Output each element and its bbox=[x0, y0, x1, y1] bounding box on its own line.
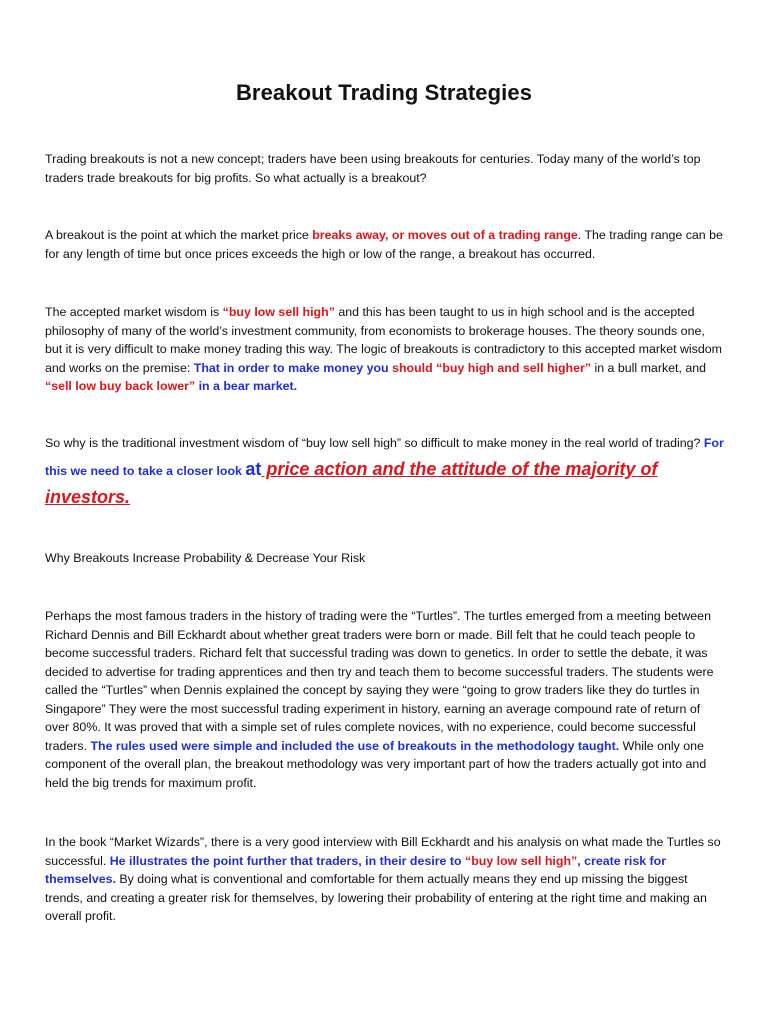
traditional-closer-look: For this we need to take a closer look bbox=[45, 436, 724, 478]
turtles-rules-highlight: The rules used were simple and included the use of breakouts in the methodology taught. bbox=[90, 738, 620, 753]
wisdom-text-3: in a bull market, and bbox=[591, 360, 707, 375]
intro-text: Trading breakouts is not a new concept; traders have been using breakouts for centuries. Today many of the world’s top traders trade breakouts for big profits. So what actually is a breakout? bbox=[45, 152, 701, 185]
paragraph-traditional-wisdom bbox=[45, 430, 725, 512]
paragraph-intro bbox=[45, 150, 725, 187]
traditional-price-action: price action and the attitude of the majority of investors. bbox=[45, 459, 658, 507]
wisdom-quote-buy-low: “buy low sell high” bbox=[222, 305, 335, 319]
traditional-text: So why is the traditional investment wisdom of “buy low sell high” so difficult to make money in the real world of trading? bbox=[45, 436, 704, 450]
wizards-text-1: In the book “Market Wizards”, there is a very good interview with Bill Eckhardt and his analysis on what made the Turtles so successful. bbox=[45, 835, 721, 868]
wisdom-premise-red: should “buy high and sell higher” bbox=[388, 360, 592, 375]
paragraph-market-wizards bbox=[45, 833, 725, 926]
paragraph-market-wisdom bbox=[45, 303, 725, 396]
wisdom-premise-blue: That in order to make money you bbox=[193, 360, 389, 375]
paragraph-turtles bbox=[45, 607, 725, 792]
turtles-text-end: While only one component of the overall plan, the breakout methodology was very important part of how the traders actually got into and held the big trends for maximum profit. bbox=[45, 738, 707, 790]
wisdom-quote-sell-low: “sell low buy back lower” bbox=[45, 379, 196, 393]
wizards-quote: “buy low sell high” bbox=[465, 853, 578, 868]
section-subheading: Why Breakouts Increase Probability & Decrease Your Risk bbox=[45, 551, 366, 565]
wizards-highlight-1: He illustrates the point further that traders, in their desire to bbox=[109, 853, 465, 868]
wizards-highlight-2: , create risk for themselves. bbox=[45, 853, 667, 886]
wisdom-text-1: The accepted market wisdom is bbox=[45, 305, 223, 319]
turtles-text: Perhaps the most famous traders in the history of trading were the “Turtles”. The turtles emerged from a meeting between Richard Dennis and Bill Eckhardt about whether great traders were born or made. Bill felt that he could teach people to become successful traders. Richard felt that successful trading was down to genetics. In order to settle the debate, it was decided to advertise for trading apprentices and then try and teach them to become successful traders. The students were called the “Turtles” when Dennis explained the concept by saying they were “going to grow traders like they do turtles in Singapore” They were the most successful trading experiment in history, earning an average compound rate of return of over 80%. It was proved that with a simple set of rules complete novices, with no experience, could become successful traders. bbox=[45, 609, 714, 753]
paragraph-breakout-definition bbox=[45, 226, 725, 263]
wisdom-text-2: and this has been taught to us in high school and is the accepted philosophy of many of the world’s investment community, from economists to brokerage houses. The theory sounds one, but it is very difficult to make money trading this way. The logic of breakouts is contradictory to this accepted market wisdom and works on the premise: bbox=[45, 305, 722, 375]
document-title: Breakout Trading Strategies bbox=[235, 80, 533, 105]
wisdom-text-bear: in a bear market. bbox=[195, 379, 298, 393]
definition-highlight-red: breaks away, or moves out of a trading range bbox=[312, 228, 578, 242]
definition-text-start: A breakout is the point at which the market price bbox=[45, 228, 313, 242]
wizards-text-end: By doing what is conventional and comfortable for them actually means they end up missing the biggest trends, and creating a greater risk for themselves, by lowering their probability of entering at the right time and making an overall profit. bbox=[45, 872, 707, 923]
traditional-at: at bbox=[245, 459, 262, 479]
definition-text-end: . The trading range can be for any length of time but once prices exceeds the high or low of the range, a breakout has occurred. bbox=[45, 228, 723, 261]
